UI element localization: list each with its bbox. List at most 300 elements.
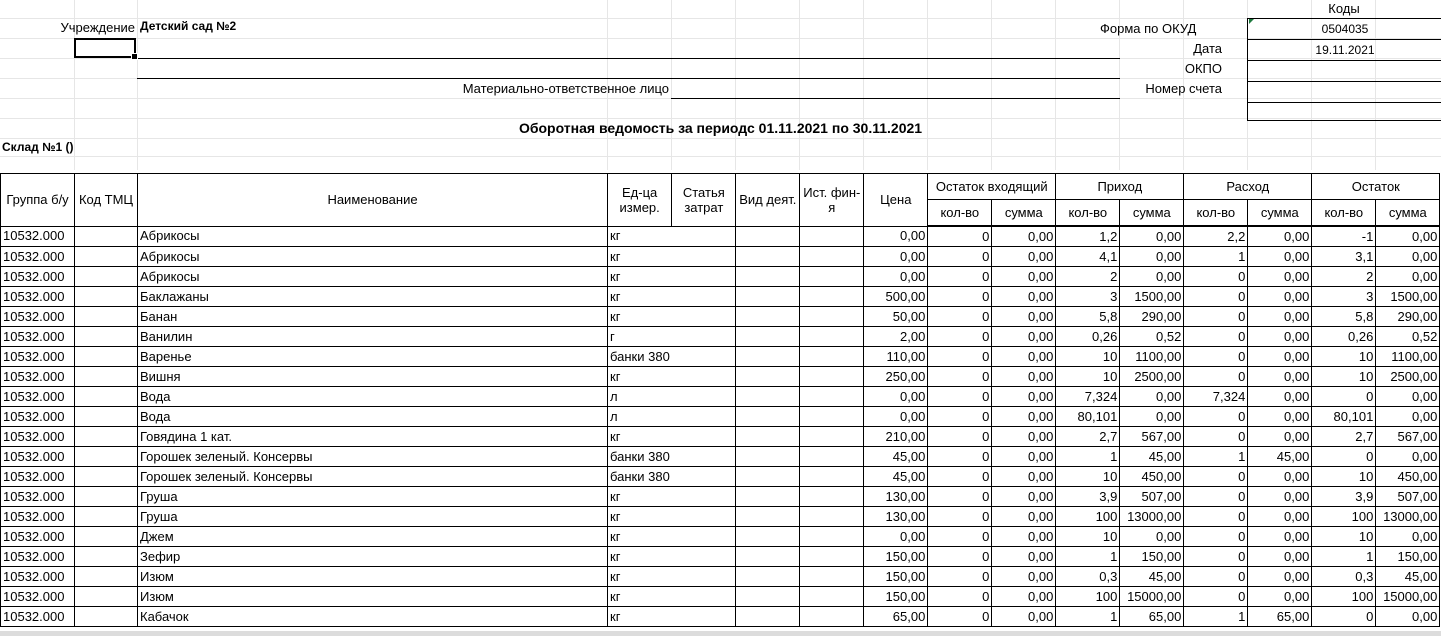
cell-oq[interactable]: 0 <box>928 527 992 547</box>
cell-fin[interactable] <box>800 247 864 267</box>
cell-eq[interactable]: 0 <box>1184 267 1248 287</box>
cell-is[interactable]: 0,00 <box>1120 247 1184 267</box>
cell-name[interactable]: Горошек зеленый. Консервы <box>138 447 608 467</box>
cell-activity[interactable] <box>736 327 800 347</box>
cell-cq[interactable]: 10 <box>1312 527 1376 547</box>
cell-iq[interactable]: 2 <box>1056 267 1120 287</box>
cell-price[interactable]: 0,00 <box>864 387 928 407</box>
cell-is[interactable]: 290,00 <box>1120 307 1184 327</box>
cell-code[interactable] <box>75 447 138 467</box>
cell-group[interactable]: 10532.000 <box>1 487 75 507</box>
cell-cs[interactable]: 0,00 <box>1376 226 1440 247</box>
cell-cq[interactable]: 1 <box>1312 547 1376 567</box>
cell-name[interactable]: Вишня <box>138 367 608 387</box>
cell-is[interactable]: 0,00 <box>1120 226 1184 247</box>
cell-name[interactable]: Изюм <box>138 587 608 607</box>
cell-is[interactable]: 65,00 <box>1120 607 1184 627</box>
cell-iq[interactable]: 10 <box>1056 367 1120 387</box>
cell-eq[interactable]: 2,2 <box>1184 226 1248 247</box>
cell-cq[interactable]: 0,26 <box>1312 327 1376 347</box>
cell-fin[interactable] <box>800 547 864 567</box>
cell-es[interactable]: 45,00 <box>1248 447 1312 467</box>
cell-os[interactable]: 0,00 <box>992 327 1056 347</box>
cell-iq[interactable]: 100 <box>1056 507 1120 527</box>
cell-article[interactable] <box>672 267 736 287</box>
cell-group[interactable]: 10532.000 <box>1 427 75 447</box>
cell-oq[interactable]: 0 <box>928 347 992 367</box>
cell-code[interactable] <box>75 467 138 487</box>
cell-oq[interactable]: 0 <box>928 587 992 607</box>
cell-activity[interactable] <box>736 487 800 507</box>
cell-article[interactable] <box>672 247 736 267</box>
cell-cs[interactable]: 45,00 <box>1376 567 1440 587</box>
cell-iq[interactable]: 10 <box>1056 467 1120 487</box>
cell-name[interactable]: Абрикосы <box>138 247 608 267</box>
cell-article[interactable] <box>672 467 736 487</box>
cell-os[interactable]: 0,00 <box>992 367 1056 387</box>
cell-code[interactable] <box>75 567 138 587</box>
cell-is[interactable]: 1500,00 <box>1120 287 1184 307</box>
cell-is[interactable]: 567,00 <box>1120 427 1184 447</box>
cell-os[interactable]: 0,00 <box>992 387 1056 407</box>
cell-group[interactable]: 10532.000 <box>1 307 75 327</box>
cell-price[interactable]: 210,00 <box>864 427 928 447</box>
cell-os[interactable]: 0,00 <box>992 427 1056 447</box>
cell-cq[interactable]: 10 <box>1312 467 1376 487</box>
cell-fin[interactable] <box>800 267 864 287</box>
cell-cs[interactable]: 0,00 <box>1376 267 1440 287</box>
cell-is[interactable]: 45,00 <box>1120 447 1184 467</box>
cell-unit[interactable]: кг <box>608 307 672 327</box>
cell-oq[interactable]: 0 <box>928 607 992 627</box>
cell-name[interactable]: Варенье <box>138 347 608 367</box>
cell-unit[interactable]: кг <box>608 607 672 627</box>
cell-cs[interactable]: 1500,00 <box>1376 287 1440 307</box>
cell-price[interactable]: 150,00 <box>864 567 928 587</box>
cell-unit[interactable]: кг <box>608 507 672 527</box>
cell-fin[interactable] <box>800 507 864 527</box>
cell-group[interactable]: 10532.000 <box>1 226 75 247</box>
cell-cq[interactable]: 0 <box>1312 447 1376 467</box>
cell-code[interactable] <box>75 427 138 447</box>
cell-article[interactable] <box>672 567 736 587</box>
cell-fin[interactable] <box>800 527 864 547</box>
cell-os[interactable]: 0,00 <box>992 487 1056 507</box>
cell-cs[interactable]: 450,00 <box>1376 467 1440 487</box>
cell-group[interactable]: 10532.000 <box>1 507 75 527</box>
cell-os[interactable]: 0,00 <box>992 407 1056 427</box>
cell-es[interactable]: 0,00 <box>1248 507 1312 527</box>
cell-eq[interactable]: 0 <box>1184 527 1248 547</box>
cell-is[interactable]: 1100,00 <box>1120 347 1184 367</box>
cell-activity[interactable] <box>736 387 800 407</box>
cell-unit[interactable]: кг <box>608 587 672 607</box>
cell-activity[interactable] <box>736 287 800 307</box>
cell-unit[interactable]: кг <box>608 367 672 387</box>
cell-cq[interactable]: 2,7 <box>1312 427 1376 447</box>
cell-cs[interactable]: 2500,00 <box>1376 367 1440 387</box>
cell-price[interactable]: 0,00 <box>864 226 928 247</box>
cell-os[interactable]: 0,00 <box>992 507 1056 527</box>
cell-group[interactable]: 10532.000 <box>1 247 75 267</box>
cell-fin[interactable] <box>800 367 864 387</box>
cell-name[interactable]: Вода <box>138 407 608 427</box>
cell-iq[interactable]: 0,3 <box>1056 567 1120 587</box>
cell-article[interactable] <box>672 587 736 607</box>
cell-unit[interactable]: кг <box>608 547 672 567</box>
cell-is[interactable]: 2500,00 <box>1120 367 1184 387</box>
cell-price[interactable]: 65,00 <box>864 607 928 627</box>
cell-fin[interactable] <box>800 607 864 627</box>
cell-fin[interactable] <box>800 226 864 247</box>
cell-cs[interactable]: 567,00 <box>1376 427 1440 447</box>
cell-os[interactable]: 0,00 <box>992 347 1056 367</box>
cell-oq[interactable]: 0 <box>928 507 992 527</box>
cell-name[interactable]: Говядина 1 кат. <box>138 427 608 447</box>
cell-article[interactable] <box>672 287 736 307</box>
cell-code[interactable] <box>75 487 138 507</box>
cell-os[interactable]: 0,00 <box>992 287 1056 307</box>
cell-cq[interactable]: 5,8 <box>1312 307 1376 327</box>
cell-cs[interactable]: 0,00 <box>1376 447 1440 467</box>
cell-activity[interactable] <box>736 447 800 467</box>
cell-cq[interactable]: 0 <box>1312 607 1376 627</box>
cell-code[interactable] <box>75 507 138 527</box>
cell-eq[interactable]: 0 <box>1184 487 1248 507</box>
cell-is[interactable]: 0,00 <box>1120 387 1184 407</box>
cell-iq[interactable]: 3,9 <box>1056 487 1120 507</box>
cell-price[interactable]: 500,00 <box>864 287 928 307</box>
cell-fin[interactable] <box>800 407 864 427</box>
cell-activity[interactable] <box>736 507 800 527</box>
cell-es[interactable]: 0,00 <box>1248 487 1312 507</box>
cell-name[interactable]: Ванилин <box>138 327 608 347</box>
cell-is[interactable]: 0,00 <box>1120 527 1184 547</box>
cell-eq[interactable]: 0 <box>1184 547 1248 567</box>
cell-eq[interactable]: 0 <box>1184 407 1248 427</box>
cell-oq[interactable]: 0 <box>928 287 992 307</box>
cell-cq[interactable]: 3,1 <box>1312 247 1376 267</box>
cell-unit[interactable]: л <box>608 407 672 427</box>
cell-group[interactable]: 10532.000 <box>1 407 75 427</box>
cell-price[interactable]: 130,00 <box>864 487 928 507</box>
cell-price[interactable]: 0,00 <box>864 247 928 267</box>
cell-is[interactable]: 0,00 <box>1120 267 1184 287</box>
cell-eq[interactable]: 1 <box>1184 607 1248 627</box>
cell-price[interactable]: 45,00 <box>864 447 928 467</box>
cell-fin[interactable] <box>800 447 864 467</box>
cell-price[interactable]: 0,00 <box>864 527 928 547</box>
cell-article[interactable] <box>672 507 736 527</box>
cell-group[interactable]: 10532.000 <box>1 447 75 467</box>
cell-group[interactable]: 10532.000 <box>1 327 75 347</box>
cell-cq[interactable]: 2 <box>1312 267 1376 287</box>
cell-oq[interactable]: 0 <box>928 407 992 427</box>
cell-price[interactable]: 150,00 <box>864 587 928 607</box>
cell-iq[interactable]: 100 <box>1056 587 1120 607</box>
cell-activity[interactable] <box>736 467 800 487</box>
cell-group[interactable]: 10532.000 <box>1 347 75 367</box>
cell-price[interactable]: 0,00 <box>864 267 928 287</box>
cell-oq[interactable]: 0 <box>928 267 992 287</box>
cell-unit[interactable]: кг <box>608 567 672 587</box>
cell-eq[interactable]: 1 <box>1184 447 1248 467</box>
cell-eq[interactable]: 0 <box>1184 467 1248 487</box>
cell-price[interactable]: 45,00 <box>864 467 928 487</box>
cell-fin[interactable] <box>800 347 864 367</box>
cell-is[interactable]: 0,52 <box>1120 327 1184 347</box>
cell-code[interactable] <box>75 367 138 387</box>
cell-cs[interactable]: 0,00 <box>1376 407 1440 427</box>
cell-oq[interactable]: 0 <box>928 487 992 507</box>
cell-es[interactable]: 0,00 <box>1248 567 1312 587</box>
cell-price[interactable]: 250,00 <box>864 367 928 387</box>
cell-group[interactable]: 10532.000 <box>1 387 75 407</box>
cell-cq[interactable]: 100 <box>1312 507 1376 527</box>
active-cell-selection[interactable] <box>74 38 136 58</box>
cell-eq[interactable]: 0 <box>1184 507 1248 527</box>
cell-activity[interactable] <box>736 527 800 547</box>
cell-es[interactable]: 0,00 <box>1248 267 1312 287</box>
cell-fin[interactable] <box>800 567 864 587</box>
cell-price[interactable]: 0,00 <box>864 407 928 427</box>
cell-name[interactable]: Кабачок <box>138 607 608 627</box>
cell-group[interactable]: 10532.000 <box>1 567 75 587</box>
cell-cq[interactable]: 80,101 <box>1312 407 1376 427</box>
cell-activity[interactable] <box>736 347 800 367</box>
cell-code[interactable] <box>75 527 138 547</box>
cell-cs[interactable]: 0,00 <box>1376 387 1440 407</box>
cell-oq[interactable]: 0 <box>928 447 992 467</box>
cell-activity[interactable] <box>736 307 800 327</box>
cell-eq[interactable]: 0 <box>1184 347 1248 367</box>
cell-unit[interactable]: банки 380 <box>608 467 672 487</box>
cell-activity[interactable] <box>736 427 800 447</box>
cell-unit[interactable]: л <box>608 387 672 407</box>
cell-os[interactable]: 0,00 <box>992 447 1056 467</box>
cell-name[interactable]: Груша <box>138 487 608 507</box>
cell-fin[interactable] <box>800 487 864 507</box>
cell-name[interactable]: Джем <box>138 527 608 547</box>
cell-eq[interactable]: 7,324 <box>1184 387 1248 407</box>
cell-code[interactable] <box>75 387 138 407</box>
cell-activity[interactable] <box>736 267 800 287</box>
cell-fin[interactable] <box>800 467 864 487</box>
cell-unit[interactable]: кг <box>608 226 672 247</box>
cell-name[interactable]: Груша <box>138 507 608 527</box>
cell-is[interactable]: 15000,00 <box>1120 587 1184 607</box>
cell-article[interactable] <box>672 327 736 347</box>
cell-cq[interactable]: 100 <box>1312 587 1376 607</box>
cell-code[interactable] <box>75 607 138 627</box>
cell-os[interactable]: 0,00 <box>992 547 1056 567</box>
cell-iq[interactable]: 7,324 <box>1056 387 1120 407</box>
cell-fin[interactable] <box>800 307 864 327</box>
cell-unit[interactable]: кг <box>608 487 672 507</box>
cell-name[interactable]: Абрикосы <box>138 267 608 287</box>
cell-article[interactable] <box>672 547 736 567</box>
cell-fin[interactable] <box>800 327 864 347</box>
cell-article[interactable] <box>672 347 736 367</box>
cell-iq[interactable]: 10 <box>1056 347 1120 367</box>
cell-fin[interactable] <box>800 287 864 307</box>
cell-activity[interactable] <box>736 567 800 587</box>
cell-article[interactable] <box>672 527 736 547</box>
cell-unit[interactable]: кг <box>608 287 672 307</box>
cell-oq[interactable]: 0 <box>928 247 992 267</box>
cell-is[interactable]: 507,00 <box>1120 487 1184 507</box>
cell-oq[interactable]: 0 <box>928 307 992 327</box>
cell-is[interactable]: 45,00 <box>1120 567 1184 587</box>
cell-iq[interactable]: 80,101 <box>1056 407 1120 427</box>
cell-group[interactable]: 10532.000 <box>1 267 75 287</box>
cell-iq[interactable]: 4,1 <box>1056 247 1120 267</box>
cell-group[interactable]: 10532.000 <box>1 587 75 607</box>
cell-activity[interactable] <box>736 547 800 567</box>
cell-os[interactable]: 0,00 <box>992 587 1056 607</box>
cell-es[interactable]: 0,00 <box>1248 247 1312 267</box>
cell-iq[interactable]: 1,2 <box>1056 226 1120 247</box>
cell-fin[interactable] <box>800 587 864 607</box>
cell-article[interactable] <box>672 367 736 387</box>
cell-oq[interactable]: 0 <box>928 327 992 347</box>
cell-eq[interactable]: 0 <box>1184 587 1248 607</box>
cell-os[interactable]: 0,00 <box>992 247 1056 267</box>
cell-es[interactable]: 0,00 <box>1248 307 1312 327</box>
cell-price[interactable]: 50,00 <box>864 307 928 327</box>
cell-cs[interactable]: 150,00 <box>1376 547 1440 567</box>
cell-iq[interactable]: 5,8 <box>1056 307 1120 327</box>
cell-name[interactable]: Баклажаны <box>138 287 608 307</box>
cell-code[interactable] <box>75 547 138 567</box>
cell-name[interactable]: Вода <box>138 387 608 407</box>
cell-activity[interactable] <box>736 226 800 247</box>
cell-article[interactable] <box>672 226 736 247</box>
cell-activity[interactable] <box>736 607 800 627</box>
cell-price[interactable]: 130,00 <box>864 507 928 527</box>
cell-eq[interactable]: 0 <box>1184 327 1248 347</box>
cell-oq[interactable]: 0 <box>928 547 992 567</box>
cell-activity[interactable] <box>736 407 800 427</box>
cell-group[interactable]: 10532.000 <box>1 467 75 487</box>
cell-cq[interactable]: -1 <box>1312 226 1376 247</box>
cell-group[interactable]: 10532.000 <box>1 367 75 387</box>
cell-article[interactable] <box>672 447 736 467</box>
cell-name[interactable]: Зефир <box>138 547 608 567</box>
cell-es[interactable]: 0,00 <box>1248 347 1312 367</box>
cell-code[interactable] <box>75 587 138 607</box>
cell-es[interactable]: 0,00 <box>1248 327 1312 347</box>
cell-name[interactable]: Абрикосы <box>138 226 608 247</box>
cell-code[interactable] <box>75 226 138 247</box>
cell-code[interactable] <box>75 327 138 347</box>
cell-activity[interactable] <box>736 247 800 267</box>
cell-cs[interactable]: 0,52 <box>1376 327 1440 347</box>
cell-oq[interactable]: 0 <box>928 467 992 487</box>
cell-iq[interactable]: 1 <box>1056 447 1120 467</box>
cell-activity[interactable] <box>736 587 800 607</box>
cell-unit[interactable]: кг <box>608 267 672 287</box>
cell-iq[interactable]: 10 <box>1056 527 1120 547</box>
cell-es[interactable]: 0,00 <box>1248 367 1312 387</box>
cell-oq[interactable]: 0 <box>928 387 992 407</box>
cell-os[interactable]: 0,00 <box>992 226 1056 247</box>
cell-es[interactable]: 0,00 <box>1248 527 1312 547</box>
cell-name[interactable]: Банан <box>138 307 608 327</box>
cell-es[interactable]: 65,00 <box>1248 607 1312 627</box>
cell-oq[interactable]: 0 <box>928 226 992 247</box>
cell-eq[interactable]: 0 <box>1184 567 1248 587</box>
cell-unit[interactable]: кг <box>608 527 672 547</box>
cell-iq[interactable]: 0,26 <box>1056 327 1120 347</box>
cell-article[interactable] <box>672 607 736 627</box>
cell-cq[interactable]: 3 <box>1312 287 1376 307</box>
cell-code[interactable] <box>75 307 138 327</box>
cell-article[interactable] <box>672 487 736 507</box>
cell-unit[interactable]: кг <box>608 427 672 447</box>
cell-eq[interactable]: 0 <box>1184 367 1248 387</box>
cell-price[interactable]: 110,00 <box>864 347 928 367</box>
cell-is[interactable]: 150,00 <box>1120 547 1184 567</box>
cell-es[interactable]: 0,00 <box>1248 467 1312 487</box>
cell-fin[interactable] <box>800 427 864 447</box>
cell-iq[interactable]: 1 <box>1056 607 1120 627</box>
cell-os[interactable]: 0,00 <box>992 607 1056 627</box>
cell-name[interactable]: Горошек зеленый. Консервы <box>138 467 608 487</box>
cell-cs[interactable]: 1100,00 <box>1376 347 1440 367</box>
cell-os[interactable]: 0,00 <box>992 567 1056 587</box>
cell-eq[interactable]: 0 <box>1184 307 1248 327</box>
cell-article[interactable] <box>672 387 736 407</box>
cell-group[interactable]: 10532.000 <box>1 547 75 567</box>
cell-group[interactable]: 10532.000 <box>1 607 75 627</box>
cell-es[interactable]: 0,00 <box>1248 387 1312 407</box>
cell-price[interactable]: 150,00 <box>864 547 928 567</box>
cell-os[interactable]: 0,00 <box>992 267 1056 287</box>
cell-eq[interactable]: 0 <box>1184 427 1248 447</box>
cell-fin[interactable] <box>800 387 864 407</box>
cell-code[interactable] <box>75 407 138 427</box>
cell-article[interactable] <box>672 407 736 427</box>
cell-price[interactable]: 2,00 <box>864 327 928 347</box>
cell-iq[interactable]: 1 <box>1056 547 1120 567</box>
cell-unit[interactable]: кг <box>608 247 672 267</box>
cell-cs[interactable]: 0,00 <box>1376 527 1440 547</box>
cell-unit[interactable]: г <box>608 327 672 347</box>
cell-code[interactable] <box>75 247 138 267</box>
cell-os[interactable]: 0,00 <box>992 527 1056 547</box>
cell-cs[interactable]: 15000,00 <box>1376 587 1440 607</box>
horizontal-scrollbar[interactable] <box>0 631 1441 636</box>
cell-is[interactable]: 0,00 <box>1120 407 1184 427</box>
cell-code[interactable] <box>75 267 138 287</box>
cell-es[interactable]: 0,00 <box>1248 407 1312 427</box>
cell-es[interactable]: 0,00 <box>1248 287 1312 307</box>
cell-oq[interactable]: 0 <box>928 567 992 587</box>
cell-unit[interactable]: банки 380 <box>608 347 672 367</box>
cell-es[interactable]: 0,00 <box>1248 427 1312 447</box>
cell-eq[interactable]: 1 <box>1184 247 1248 267</box>
cell-iq[interactable]: 2,7 <box>1056 427 1120 447</box>
cell-cs[interactable]: 507,00 <box>1376 487 1440 507</box>
cell-cq[interactable]: 10 <box>1312 347 1376 367</box>
cell-code[interactable] <box>75 287 138 307</box>
cell-cs[interactable]: 0,00 <box>1376 607 1440 627</box>
cell-eq[interactable]: 0 <box>1184 287 1248 307</box>
cell-activity[interactable] <box>736 367 800 387</box>
cell-is[interactable]: 13000,00 <box>1120 507 1184 527</box>
cell-cq[interactable]: 10 <box>1312 367 1376 387</box>
